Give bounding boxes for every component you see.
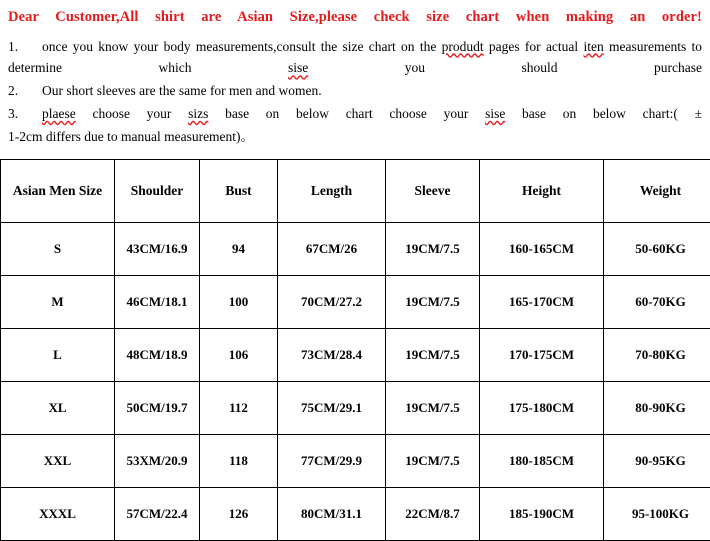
cell-length: 73CM/28.4	[278, 328, 386, 381]
notice-item-wavy-word: iten	[583, 39, 603, 54]
cell-height: 170-175CM	[480, 328, 604, 381]
cell-size: M	[1, 275, 115, 328]
cell-weight: 70-80KG	[604, 328, 710, 381]
notice-item-number: 3.	[8, 103, 42, 125]
cell-sleeve: 19CM/7.5	[386, 381, 480, 434]
notice-block	[0, 0, 710, 148]
notice-item-text-after: base on below chart:( ±	[505, 106, 702, 121]
notice-list	[8, 36, 702, 148]
cell-height: 165-170CM	[480, 275, 604, 328]
cell-size: XXXL	[1, 487, 115, 540]
cell-size: XL	[1, 381, 115, 434]
cell-sleeve: 19CM/7.5	[386, 434, 480, 487]
size-chart-head	[1, 159, 710, 222]
cell-shoulder: 53XM/20.9	[115, 434, 200, 487]
cell-height: 175-180CM	[480, 381, 604, 434]
cell-weight: 90-95KG	[604, 434, 710, 487]
cell-length: 67CM/26	[278, 222, 386, 275]
notice-item	[8, 36, 702, 80]
column-header-asian-men-size: Asian Men Size	[1, 159, 115, 222]
cell-weight: 60-70KG	[604, 275, 710, 328]
size-chart-table	[0, 159, 710, 541]
cell-length: 77CM/29.9	[278, 434, 386, 487]
table-row	[1, 275, 710, 328]
cell-sleeve: 19CM/7.5	[386, 328, 480, 381]
cell-bust: 112	[200, 381, 278, 434]
column-header-bust: Bust	[200, 159, 278, 222]
cell-shoulder: 57CM/22.4	[115, 487, 200, 540]
cell-shoulder: 43CM/16.9	[115, 222, 200, 275]
notice-item-wavy-word: sise	[288, 60, 308, 75]
table-row	[1, 328, 710, 381]
cell-bust: 100	[200, 275, 278, 328]
column-header-height: Height	[480, 159, 604, 222]
cell-height: 185-190CM	[480, 487, 604, 540]
table-row	[1, 434, 710, 487]
cell-sleeve: 22CM/8.7	[386, 487, 480, 540]
column-header-shoulder: Shoulder	[115, 159, 200, 222]
cell-shoulder: 50CM/19.7	[115, 381, 200, 434]
column-header-length: Length	[278, 159, 386, 222]
column-header-weight: Weight	[604, 159, 710, 222]
table-row	[1, 381, 710, 434]
cell-size: S	[1, 222, 115, 275]
cell-length: 80CM/31.1	[278, 487, 386, 540]
notice-item-wavy-word: sizs	[188, 106, 208, 121]
notice-item-text-mid2: measurements to determine which	[8, 39, 702, 76]
cell-size: L	[1, 328, 115, 381]
cell-sleeve: 19CM/7.5	[386, 222, 480, 275]
notice-item-wavy-word: sise	[485, 106, 505, 121]
cell-sleeve: 19CM/7.5	[386, 275, 480, 328]
table-header-row	[1, 159, 710, 222]
notice-item-text-mid2: base on below chart choose your	[208, 106, 485, 121]
cell-height: 180-185CM	[480, 434, 604, 487]
notice-item-wavy-word: produdt	[442, 39, 484, 54]
notice-item	[8, 80, 702, 102]
cell-height: 160-165CM	[480, 222, 604, 275]
cell-length: 70CM/27.2	[278, 275, 386, 328]
cell-shoulder: 46CM/18.1	[115, 275, 200, 328]
notice-item-text-mid: choose your	[76, 106, 188, 121]
notice-item-number: 2.	[8, 80, 42, 102]
notice-item-text-after: you should purchase	[308, 60, 702, 75]
size-chart-body	[1, 222, 710, 540]
notice-item-text-mid: pages for actual	[484, 39, 584, 54]
notice-item-number: 1.	[8, 36, 42, 58]
column-header-sleeve: Sleeve	[386, 159, 480, 222]
cell-weight: 80-90KG	[604, 381, 710, 434]
cell-bust: 118	[200, 434, 278, 487]
notice-item-text: Our short sleeves are the same for men and women.	[42, 83, 322, 98]
cell-shoulder: 48CM/18.9	[115, 328, 200, 381]
cell-weight: 95-100KG	[604, 487, 710, 540]
table-row	[1, 222, 710, 275]
notice-item	[8, 103, 702, 125]
notice-last-line: 1-2cm differs due to manual measurement)。	[8, 126, 702, 148]
notice-item-wavy-word: plaese	[42, 106, 76, 121]
cell-bust: 106	[200, 328, 278, 381]
cell-weight: 50-60KG	[604, 222, 710, 275]
notice-item-text: once you know your body measurements,consult the size chart on the	[42, 39, 442, 54]
notice-heading: Dear Customer,All shirt are Asian Size,please check size chart when making an order!	[8, 8, 702, 28]
cell-size: XXL	[1, 434, 115, 487]
cell-bust: 126	[200, 487, 278, 540]
table-row	[1, 487, 710, 540]
cell-length: 75CM/29.1	[278, 381, 386, 434]
cell-bust: 94	[200, 222, 278, 275]
